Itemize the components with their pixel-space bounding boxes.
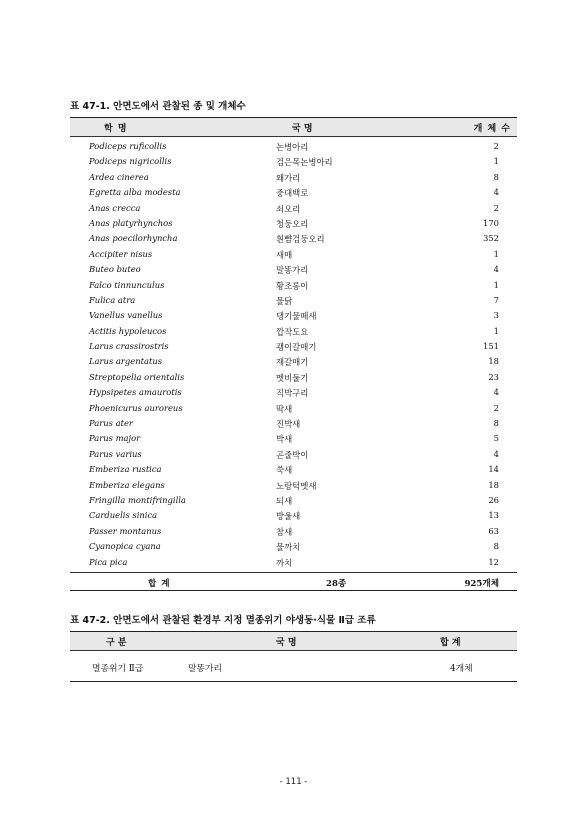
page-number: - 111 -: [279, 777, 308, 787]
count-cell: 18: [488, 356, 499, 367]
scientific-name-cell: Hypsipetes amaurotis: [89, 387, 182, 398]
row-total: 4개체: [450, 664, 473, 674]
table-row: [70, 262, 517, 277]
scientific-name-cell: Podiceps nigricollis: [89, 156, 172, 167]
scientific-name-cell: Buteo buteo: [89, 264, 141, 275]
header-category: 구 분: [106, 638, 127, 648]
scientific-name-cell: Streptopelia orientalis: [89, 371, 185, 382]
scientific-name-cell: Emberiza elegans: [89, 479, 165, 490]
count-cell: 7: [493, 294, 499, 305]
scientific-name-cell: Fringilla montifringilla: [89, 494, 186, 505]
scientific-name-cell: Phoenicurus auroreus: [89, 402, 183, 413]
count-cell: 12: [488, 556, 499, 567]
count-cell: 26: [488, 494, 499, 505]
table-row: [70, 431, 517, 446]
korean-name-cell: 재갈매기: [276, 357, 309, 368]
korean-name-cell: 괭이갈매기: [276, 342, 317, 353]
table-row: [70, 555, 517, 570]
table2-caption: 표 47-2. 안면도에서 관찰된 환경부 지정 멸종위기 야생동·식물 Ⅱ급 조류: [70, 615, 376, 626]
scientific-name-cell: Larus crassirostris: [89, 341, 169, 352]
count-cell: 1: [493, 325, 499, 336]
count-cell: 5: [493, 433, 499, 444]
korean-name-cell: 댕기물떼새: [276, 311, 317, 322]
table-row: [70, 278, 517, 293]
count-cell: 4: [493, 187, 499, 198]
count-cell: 13: [488, 510, 499, 521]
count-cell: 14: [488, 464, 499, 475]
scientific-name-cell: Carduelis sinica: [89, 510, 158, 521]
korean-name-cell: 쑥새: [276, 465, 293, 476]
korean-name-cell: 흰뺨검둥오리: [276, 234, 325, 245]
table1-caption: 표 47-1. 안면도에서 관찰된 종 및 개체수: [70, 101, 246, 112]
korean-name-cell: 곤줄박이: [276, 449, 309, 460]
table-row: [70, 462, 517, 477]
table-row: [70, 231, 517, 246]
table-row: [70, 339, 517, 354]
scientific-name-cell: Falco tinnunculus: [89, 279, 165, 290]
count-cell: 1: [493, 248, 499, 259]
table-row: [70, 185, 517, 200]
total-individuals: 925개체: [464, 578, 499, 589]
scientific-name-cell: Fulica atra: [89, 294, 136, 305]
scientific-name-cell: Accipiter nisus: [89, 248, 153, 259]
table-row: [70, 508, 517, 523]
count-cell: 170: [483, 217, 499, 228]
table-row: [70, 216, 517, 231]
count-cell: 2: [493, 402, 499, 413]
korean-name-cell: 박새: [276, 434, 293, 445]
table-row: [70, 201, 517, 216]
table-row: [70, 524, 517, 539]
korean-name-cell: 물까치: [276, 542, 301, 553]
korean-name-cell: 방울새: [276, 511, 301, 522]
count-cell: 4: [493, 448, 499, 459]
table-row: [70, 478, 517, 493]
korean-name-cell: 검은목논병아리: [276, 157, 333, 168]
scientific-name-cell: Anas crecca: [89, 202, 141, 213]
korean-name-cell: 노랑턱멧새: [276, 480, 317, 491]
korean-name-cell: 참새: [276, 526, 293, 537]
scientific-name-cell: Anas platyrhynchos: [89, 217, 173, 228]
header-korean-name: 국 명: [292, 124, 313, 134]
row-category: 멸종위기 Ⅱ급: [92, 664, 144, 674]
count-cell: 23: [488, 371, 499, 382]
count-cell: 2: [493, 141, 499, 151]
count-cell: 63: [488, 525, 499, 536]
header-count: 개 체 수: [473, 124, 511, 134]
table-row: [70, 447, 517, 462]
table-row: [70, 354, 517, 369]
header-scientific-name: 학 명: [104, 124, 128, 134]
table-row: [70, 370, 517, 385]
korean-name-cell: 왜가리: [276, 172, 301, 183]
table-row: [70, 401, 517, 416]
scientific-name-cell: Passer montanus: [89, 525, 162, 536]
scientific-name-cell: Actitis hypoleucos: [89, 325, 167, 336]
table-row: [70, 539, 517, 554]
korean-name-cell: 딱새: [276, 403, 293, 414]
table-row: [70, 324, 517, 339]
table-header: [70, 118, 517, 137]
korean-name-cell: 말똥가리: [276, 265, 309, 276]
count-cell: 4: [493, 264, 499, 275]
total-label: 합 계: [148, 578, 171, 589]
scientific-name-cell: Anas poecilorhyncha: [89, 233, 178, 244]
scientific-name-cell: Parus major: [89, 433, 141, 444]
korean-name-cell: 진박새: [276, 419, 301, 430]
count-cell: 2: [493, 202, 499, 213]
count-cell: 1: [493, 156, 499, 167]
korean-name-cell: 논병아리: [276, 142, 309, 152]
endangered-table: [70, 631, 517, 682]
table-row: [70, 308, 517, 323]
scientific-name-cell: Ardea cinerea: [89, 171, 149, 182]
header-korean-name: 국 명: [276, 638, 297, 648]
count-cell: 8: [493, 541, 499, 552]
table-row: [70, 293, 517, 308]
table-row: [70, 416, 517, 431]
count-cell: 8: [493, 418, 499, 429]
count-cell: 352: [483, 233, 499, 244]
table-row: [70, 385, 517, 400]
species-table: [70, 117, 517, 591]
row-korean-name: 말똥가리: [188, 664, 222, 674]
count-cell: 8: [493, 171, 499, 182]
scientific-name-cell: Larus argentatus: [89, 356, 163, 367]
scientific-name-cell: Pica pica: [89, 556, 128, 567]
scientific-name-cell: Parus ater: [89, 418, 133, 429]
scientific-name-cell: Emberiza rustica: [89, 464, 162, 475]
table-row: [70, 651, 517, 682]
table-header: [70, 632, 517, 651]
korean-name-cell: 새매: [276, 249, 293, 260]
korean-name-cell: 쇠오리: [276, 203, 301, 214]
total-species: 28종: [326, 578, 347, 589]
table-row: [70, 139, 517, 154]
table-row: [70, 247, 517, 262]
count-cell: 151: [483, 341, 499, 352]
scientific-name-cell: Parus varius: [89, 448, 142, 459]
count-cell: 3: [493, 310, 499, 321]
korean-name-cell: 되새: [276, 495, 293, 506]
header-total: 합 계: [440, 638, 461, 648]
scientific-name-cell: Egretta alba modesta: [89, 187, 181, 198]
table-row: [70, 493, 517, 508]
korean-name-cell: 물닭: [276, 295, 293, 306]
table-row: [70, 154, 517, 169]
count-cell: 1: [493, 279, 499, 290]
count-cell: 4: [493, 387, 499, 398]
korean-name-cell: 청둥오리: [276, 218, 309, 229]
korean-name-cell: 직박구리: [276, 388, 309, 399]
korean-name-cell: 중대백로: [276, 188, 309, 199]
korean-name-cell: 까치: [276, 557, 293, 568]
scientific-name-cell: Vanellus vanellus: [89, 310, 163, 321]
table-total-row: [70, 572, 517, 591]
table-body: [70, 137, 517, 570]
scientific-name-cell: Podiceps ruficollis: [89, 141, 167, 151]
table-row: [70, 170, 517, 185]
scientific-name-cell: Cyanopica cyana: [89, 541, 161, 552]
korean-name-cell: 깝작도요: [276, 326, 309, 337]
korean-name-cell: 황조롱이: [276, 280, 309, 291]
count-cell: 18: [488, 479, 499, 490]
korean-name-cell: 멧비둘기: [276, 372, 309, 383]
